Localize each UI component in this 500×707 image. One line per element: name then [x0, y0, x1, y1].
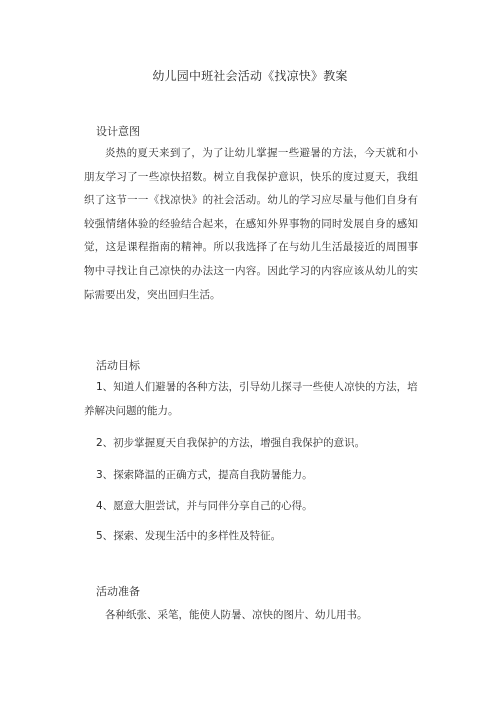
goal-item-number: 1、 — [96, 381, 114, 393]
goal-item-text: 探索降温的正确方式，提高自我防暑能力。 — [113, 469, 313, 481]
goal-item — [84, 432, 418, 456]
goal-item-number: 4、 — [96, 500, 114, 512]
goal-item — [84, 376, 418, 423]
goal-item-text: 知道人们避暑的各种方法，引导幼儿探寻一些使人凉快的方法，培养解决问题的能力。 — [84, 381, 418, 417]
design-intent-paragraph: 炎热的夏天来到了，为了让幼儿掌握一些避暑的方法，今天就和小朋友学习了一些凉快招数。树立自我保护意识，快乐的度过夏天，我组织了这节一一《找凉快》的社会活动。幼儿的学习应尽量与他们自身有较强情绪体验的经验结合起来，在感知外界事物的同时发展自身的感知觉，这是课程指南的精神。所以我选择了在与幼儿生活最接近的周围事物中寻找让自己凉快的办法这一内容。因此学习的内容应该从幼儿的实际需要出发，突出回归生活。 — [84, 147, 418, 301]
goal-item-text: 初步掌握夏天自我保护的方法，增强自我保护的意识。 — [113, 437, 366, 449]
goal-item — [84, 525, 418, 549]
goal-item-number: 3、 — [96, 469, 114, 481]
goal-item-number: 2、 — [96, 437, 114, 449]
section-heading-activity-preparation: 活动准备 — [96, 585, 140, 598]
goal-item — [84, 464, 418, 488]
goal-item — [84, 495, 418, 519]
section-heading-design-intent: 设计意图 — [96, 125, 140, 138]
preparation-paragraph: 各种纸张、采笔，能使人防暑、凉快的图片、幼儿用书。 — [105, 609, 368, 621]
goal-item-number: 5、 — [96, 530, 114, 542]
section-heading-activity-goals: 活动目标 — [96, 359, 140, 372]
goal-item-text: 愿意大胆尝试，并与同伴分享自己的心得。 — [113, 500, 313, 512]
document-title: 幼儿园中班社会活动《找凉快》教案 — [152, 69, 348, 83]
goal-item-text: 探索、发现生活中的多样性及特征。 — [113, 530, 282, 542]
